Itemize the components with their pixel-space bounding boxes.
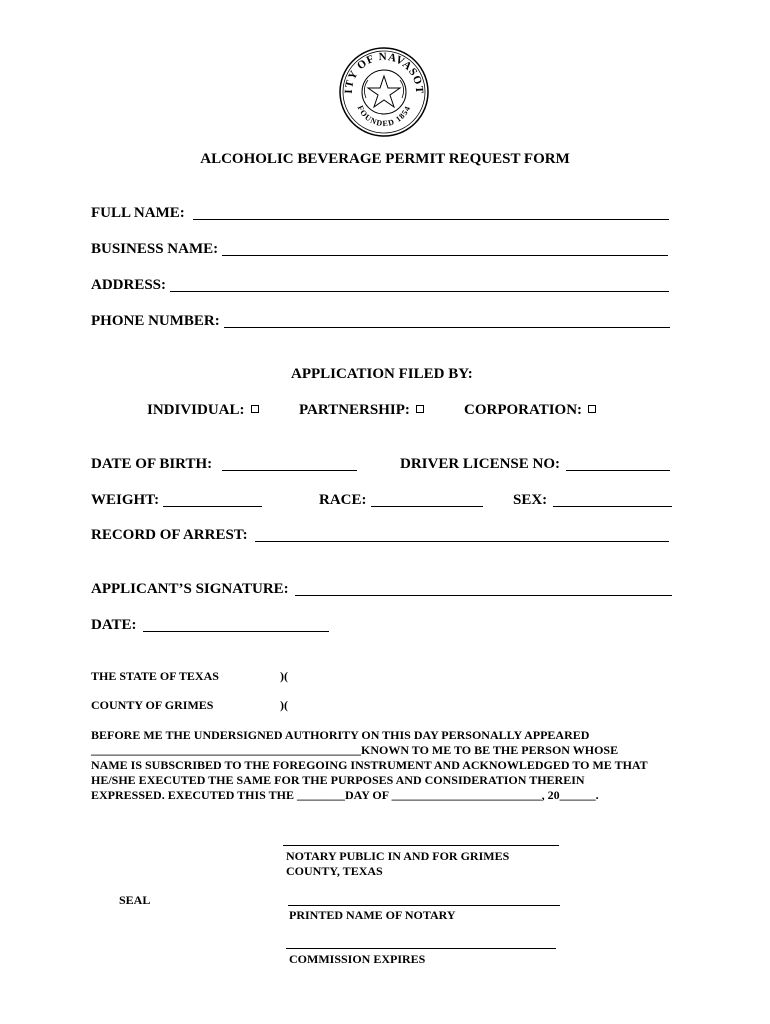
full-name-label: FULL NAME: [91, 205, 185, 221]
individual-label: INDIVIDUAL: [147, 402, 245, 418]
phone-number-line[interactable] [224, 327, 670, 328]
notary-paragraph-line-2: _____________________________________________KNOWN TO ME TO BE THE PERSON WHOSE [91, 743, 619, 757]
commission-line[interactable] [286, 948, 556, 949]
driver-license-label: DRIVER LICENSE NO: [400, 456, 561, 472]
notary-signature-line[interactable] [283, 845, 559, 846]
sex-line[interactable] [553, 506, 672, 507]
address-label: ADDRESS: [91, 277, 167, 293]
dob-label: DATE OF BIRTH: [91, 456, 213, 472]
full-name-line[interactable] [193, 219, 669, 220]
individual-option[interactable] [147, 402, 259, 419]
record-of-arrest-line[interactable] [255, 541, 669, 542]
individual-checkbox[interactable] [251, 405, 259, 413]
date-label: DATE: [91, 617, 137, 633]
svg-text:FOUNDED 1854 [356, 104, 413, 128]
race-line[interactable] [371, 506, 483, 507]
commission-label: COMMISSION EXPIRES [289, 952, 426, 966]
business-name-line[interactable] [222, 255, 668, 256]
corporation-label: CORPORATION: [464, 402, 583, 418]
notary-paragraph-line-1: BEFORE ME THE UNDERSIGNED AUTHORITY ON THIS DAY PERSONALLY APPEARED [91, 728, 590, 742]
date-line[interactable] [143, 631, 329, 632]
notary-paragraph-line-5: EXPRESSED. EXECUTED THIS THE ________DAY OF _________________________, 20______. [91, 788, 599, 802]
notary-paragraph-line-3: NAME IS SUBSCRIBED TO THE FOREGOING INSTRUMENT AND ACKNOWLEDGED TO ME THAT [91, 758, 648, 772]
driver-license-line[interactable] [566, 470, 670, 471]
partnership-label: PARTNERSHIP: [299, 402, 410, 418]
form-title: ALCOHOLIC BEVERAGE PERMIT REQUEST FORM [200, 151, 570, 167]
star-seal-icon [338, 46, 430, 138]
city-seal [338, 46, 430, 138]
applicant-signature-line[interactable] [295, 595, 672, 596]
printed-name-label: PRINTED NAME OF NOTARY [289, 908, 456, 922]
partnership-checkbox[interactable] [416, 405, 424, 413]
notary-paragraph-line-4: HE/SHE EXECUTED THE SAME FOR THE PURPOSES AND CONSIDERATION THEREIN [91, 773, 585, 787]
printed-name-line[interactable] [288, 905, 560, 906]
weight-label: WEIGHT: [91, 492, 160, 508]
weight-line[interactable] [163, 506, 262, 507]
notary-public-line-2: COUNTY, TEXAS [286, 864, 383, 878]
record-of-arrest-label: RECORD OF ARREST: [91, 527, 248, 543]
address-line[interactable] [170, 291, 669, 292]
county-label: COUNTY OF GRIMES [91, 698, 214, 712]
filed-by-heading: APPLICATION FILED BY: [291, 366, 473, 382]
sex-label: SEX: [513, 492, 548, 508]
partnership-option[interactable] [299, 402, 424, 419]
seal-top-text: ITY OF NAVASOT [342, 50, 426, 94]
business-name-label: BUSINESS NAME: [91, 241, 219, 257]
county-mark: )( [280, 698, 288, 712]
race-label: RACE: [319, 492, 367, 508]
corporation-option[interactable] [464, 402, 596, 419]
corporation-checkbox[interactable] [588, 405, 596, 413]
phone-number-label: PHONE NUMBER: [91, 313, 220, 329]
state-label: THE STATE OF TEXAS [91, 669, 219, 683]
seal-bottom-text: FOUNDED 1854 [355, 104, 413, 129]
state-mark: )( [280, 669, 288, 683]
notary-public-line-1: NOTARY PUBLIC IN AND FOR GRIMES [286, 849, 510, 863]
dob-line[interactable] [222, 470, 357, 471]
applicant-signature-label: APPLICANT’S SIGNATURE: [91, 581, 289, 597]
seal-label: SEAL [119, 893, 151, 907]
